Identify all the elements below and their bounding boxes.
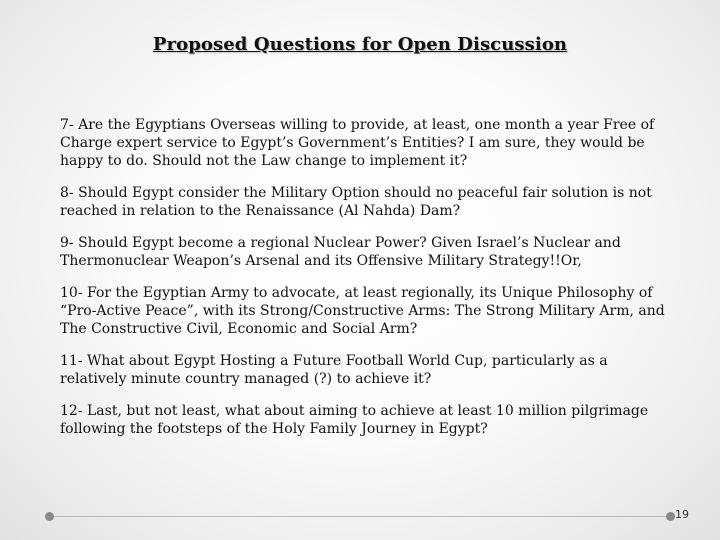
question-10: 10- For the Egyptian Army to advocate, at least regionally, its Unique Philosophy of “Pro-Active Peace”, with its Strong/Constructive Arms: The Strong Military Arm, and The Constructive Civil, Economic and Social Arm? xyxy=(60,285,665,337)
slide-title: Proposed Questions for Open Discussion xyxy=(152,34,568,55)
question-7: 7- Are the Egyptians Overseas willing to provide, at least, one month a year Free of Charge expert service to Egypt’s Government’s Entities? I am sure, they would be happy to do. Should not the Law change to implement it? xyxy=(60,117,655,169)
footer-right-dot-icon xyxy=(666,512,675,521)
question-11: 11- What about Egypt Hosting a Future Football World Cup, particularly as a relatively minute country managed (?) to achieve it? xyxy=(60,353,608,387)
questions-list xyxy=(60,116,665,452)
question-9: 9- Should Egypt become a regional Nuclear Power? Given Israel’s Nuclear and Thermonuclear Weapon’s Arsenal and its Offensive Military Strategy!!Or, xyxy=(60,235,621,269)
question-8: 8- Should Egypt consider the Military Option should no peaceful fair solution is not reached in relation to the Renaissance (Al Nahda) Dam? xyxy=(60,185,652,219)
footer-left-dot-icon xyxy=(45,512,54,521)
page-number: 19 xyxy=(675,508,689,521)
question-12: 12- Last, but not least, what about aiming to achieve at least 10 million pilgrimage following the footsteps of the Holy Family Journey in Egypt? xyxy=(60,403,649,437)
footer-divider xyxy=(50,516,670,517)
